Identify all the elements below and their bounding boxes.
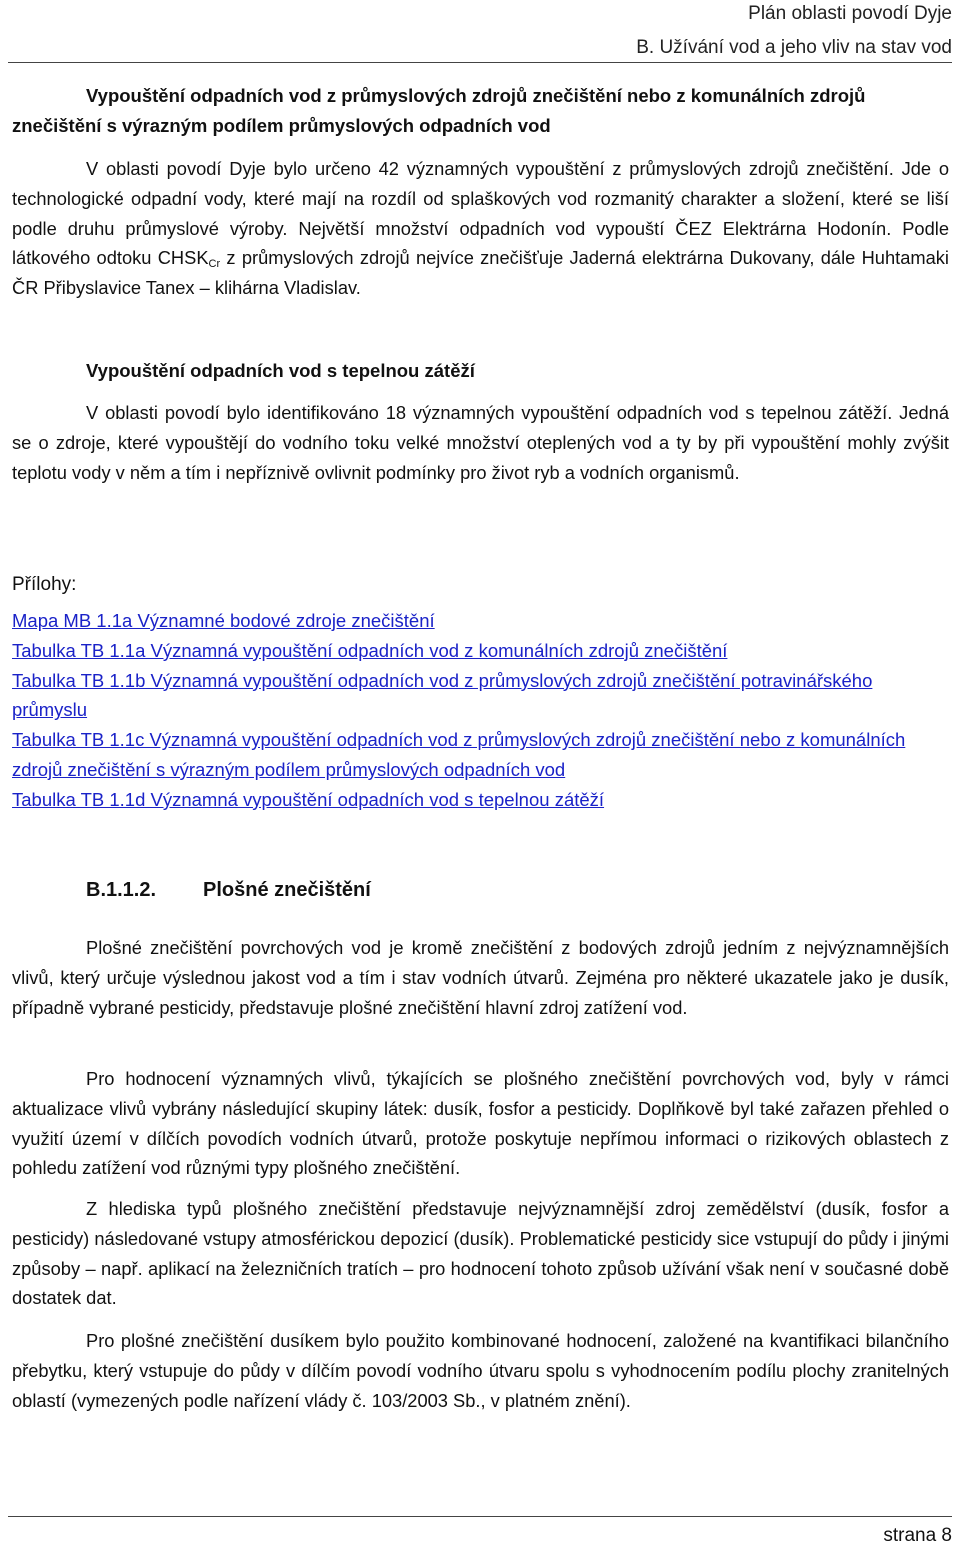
link-map-mb-1-1a[interactable]: Mapa MB 1.1a Významné bodové zdroje znečištění xyxy=(12,610,435,631)
link-table-tb-1-1a[interactable]: Tabulka TB 1.1a Významná vypouštění odpadních vod z komunálních zdrojů znečištění xyxy=(12,639,728,661)
paragraph-diffuse-1: Plošné znečištění povrchových vod je kromě znečištění z bodových zdrojů jedním z nejvýznamnějších vlivů, který určuje výslednou jakost vod a tím i stav vodních útvarů. Zejména pro některé ukazatele jako je dusík, případně vybrané pesticidy, představuje plošné znečištění hlavní zdroj zatížení vod. xyxy=(12,937,949,1018)
paragraph-thermal-load: V oblasti povodí bylo identifikováno 18 významných vypouštění odpadních vod s tepelnou zátěží. Jedná se o zdroje, které vypouštějí do vodního toku velké množství oteplených vod a ty by při vypouštění mohly zvýšit teplotu vody v něm a tím i nepříznivě ovlivnit podmínky pro život ryb a vodních organismů. xyxy=(12,402,949,483)
subscript-cr: Cr xyxy=(208,258,221,271)
header-divider xyxy=(8,62,952,63)
link-table-tb-1-1c[interactable]: Tabulka TB 1.1c Významná vypouštění odpadních vod z průmyslových zdrojů znečištění nebo z komunálních zdrojů znečištění s výrazným podílem průmyslových odpadních vod xyxy=(12,729,906,780)
link-table-tb-1-1b[interactable]: Tabulka TB 1.1b Významná vypouštění odpadních vod z průmyslových zdrojů znečištění potravinářského průmyslu xyxy=(12,669,873,721)
footer-divider xyxy=(8,1516,952,1517)
section-number: B.1.1.2. xyxy=(86,879,157,901)
paragraph-text: V oblasti povodí Dyje bylo určeno 42 významných vypouštění z průmyslových zdrojů znečištění. Jde o technologické odpadní vody, které mají na rozdíl od splaškových vod rozmanitý charakter a složení, které se liší podle druhu průmyslové výroby. Největší množství odpadních vod vypouští ČEZ Elektrárna Hodonín. Podle látkového odtoku CHSK xyxy=(12,158,949,269)
paragraph-diffuse-4: Pro plošné znečištění dusíkem bylo použito kombinované hodnocení, založené na kvantifikaci bilančního přebytku, který vstupuje do půdy v dílčím povodí vodního útvaru spolu s vyhodnocením podílu plochy zranitelných oblastí (vymezených podle nařízení vlády č. 103/2003 Sb., v platném znění). xyxy=(12,1330,949,1411)
paragraph-diffuse-3: Z hlediska typů plošného znečištění představuje nejvýznamnější zdroj zemědělství (dusík, fosfor a pesticidy) následované vstupy atmosférickou depozicí (dusík). Problematické pesticidy sice vstupují do půdy i jinými způsoby – např. aplikací na železničních tratích – pro hodnocení tohoto způsob užívání však není v současné době dostatek dat. xyxy=(12,1198,949,1309)
section-heading-industrial-discharge: Vypouštění odpadních vod z průmyslových zdrojů znečištění nebo z komunálních zdrojů znečištění s výrazným podílem průmyslových odpadních vod xyxy=(12,85,866,136)
attachments-link-list xyxy=(12,606,948,815)
section-heading-diffuse-pollution: Plošné znečištění xyxy=(203,879,371,901)
document-header-subtitle: B. Užívání vod a jeho vliv na stav vod xyxy=(636,37,952,58)
page-number: strana 8 xyxy=(883,1525,952,1546)
section-heading-thermal-load: Vypouštění odpadních vod s tepelnou zátěží xyxy=(86,360,475,381)
document-header-title: Plán oblasti povodí Dyje xyxy=(748,3,952,24)
attachments-label: Přílohy: xyxy=(12,574,77,595)
paragraph-industrial-discharge xyxy=(12,154,949,303)
paragraph-diffuse-2: Pro hodnocení významných vlivů, týkajících se plošného znečištění povrchových vod, byly v rámci aktualizace vlivů vybrány následující skupiny látek: dusík, fosfor a pesticidy. Doplňkově byl také zařazen přehled o využití území v dílčích povodích vodních útvarů, protože poskytuje nepřímou informaci o rizikových oblastech z pohledu zatížení vod různými typy plošného znečištění. xyxy=(12,1068,949,1179)
link-table-tb-1-1d[interactable]: Tabulka TB 1.1d Významná vypouštění odpadních vod s tepelnou zátěží xyxy=(12,788,605,810)
paragraph-text: z průmyslových zdrojů nejvíce znečišťuje Jaderná elektrárna Dukovany, dále Huhtamaki ČR Přibyslavice Tanex – klihárna Vladislav. xyxy=(12,247,949,299)
